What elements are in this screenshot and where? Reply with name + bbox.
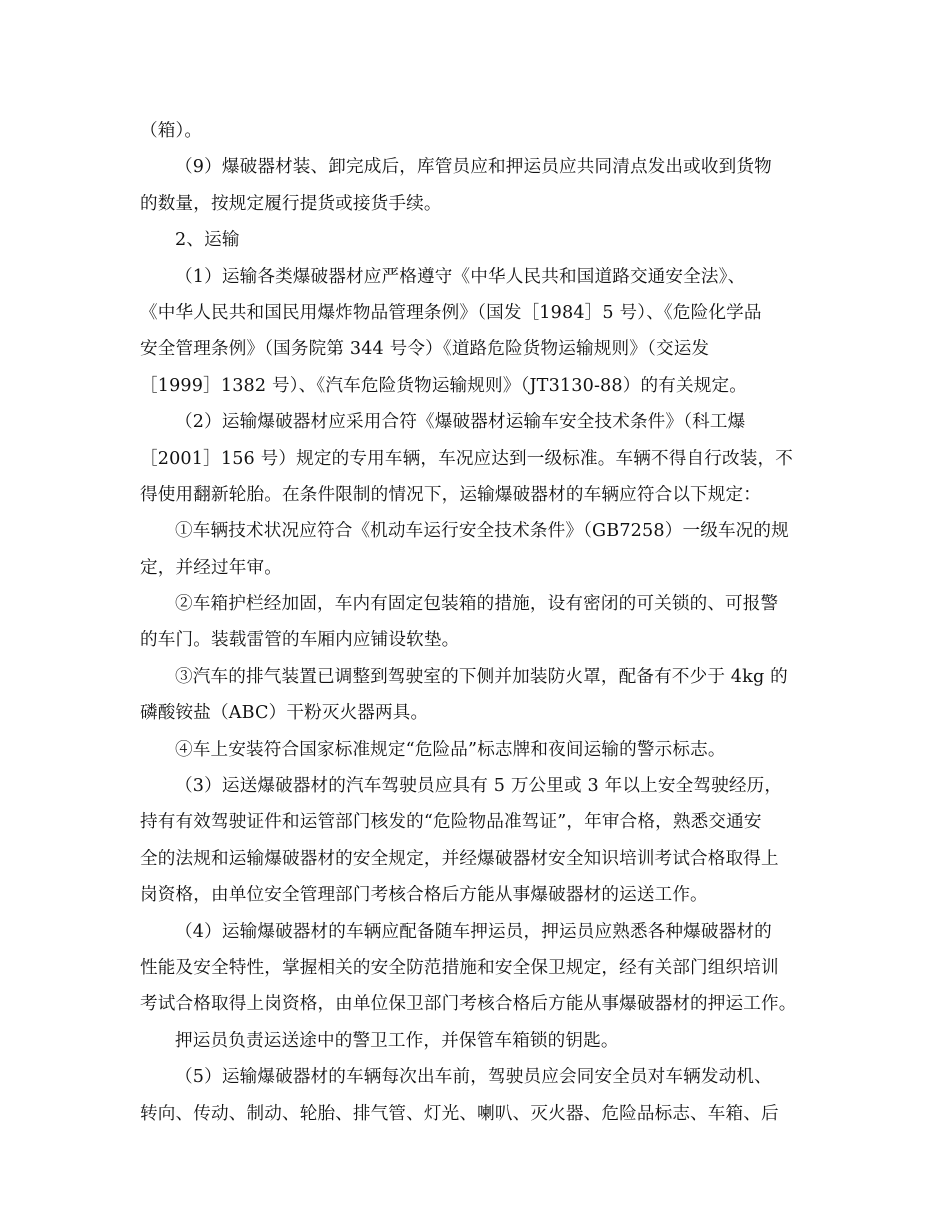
- text-line: 岗资格，由单位安全管理部门考核合格后方能从事爆破器材的运送工作。: [140, 885, 708, 906]
- text-line: （2）运输爆破器材应采用合符《爆破器材运输车安全技术条件》（科工爆: [175, 412, 746, 433]
- text-line: 安全管理条例》（国务院第 344 号令）《道路危险货物运输规则》（交运发: [140, 339, 710, 360]
- text-line: 2、运输: [175, 230, 240, 251]
- text-line: ［2001］156 号）规定的专用车辆，车况应达到一级标准。车辆不得自行改装，不: [140, 448, 793, 469]
- text-line: ③汽车的排气装置已调整到驾驶室的下侧并加装防火罩，配备有不少于 4kg 的: [175, 666, 788, 687]
- text-line: 转向、传动、制动、轮胎、排气管、灯光、喇叭、灭火器、危险品标志、车箱、后: [140, 1103, 779, 1124]
- text-line: ④车上安装符合国家标准规定“危险品”标志牌和夜间运输的警示标志。: [175, 739, 726, 760]
- text-line: ①车辆技术状况应符合《机动车运行安全技术条件》（GB7258）一级车况的规: [175, 521, 789, 542]
- text-line: （9）爆破器材装、卸完成后，库管员应和押运员应共同清点发出或收到货物: [175, 157, 772, 178]
- text-line: （1）运输各类爆破器材应严格遵守《中华人民共和国道路交通安全法》、: [175, 266, 746, 287]
- text-line: 考试合格取得上岗资格，由单位保卫部门考核合格后方能从事爆破器材的押运工作。: [140, 994, 797, 1015]
- text-line: ②车箱护栏经加固，车内有固定包装箱的措施，设有密闭的可关锁的、可报警: [175, 594, 779, 615]
- text-line: 持有有效驾驶证件和运管部门核发的“危险物品准驾证”，年审合格，熟悉交通安: [140, 812, 762, 833]
- text-line: 押运员负责运送途中的警卫工作，并保管车箱锁的钥匙。: [175, 1030, 619, 1051]
- text-line: ［1999］1382 号）、《汽车危险货物运输规则》（JT3130-88）的有关规定。: [140, 375, 747, 396]
- text-line: 《中华人民共和国民用爆炸物品管理条例》（国发［1984］5 号）、《危险化学品: [140, 302, 762, 323]
- text-line: 磷酸铵盐（ABC）干粉灭火器两具。: [140, 703, 429, 724]
- text-line: （3）运送爆破器材的汽车驾驶员应具有 5 万公里或 3 年以上安全驾驶经历，: [175, 776, 783, 797]
- text-line: 定，并经过年审。: [140, 557, 282, 578]
- text-line: （5）运输爆破器材的车辆每次出车前，驾驶员应会同安全员对车辆发动机、: [175, 1067, 772, 1088]
- text-line: 的车门。装载雷管的车厢内应铺设软垫。: [140, 630, 460, 651]
- document-body: [140, 113, 808, 1132]
- text-line: 全的法规和运输爆破器材的安全规定，并经爆破器材安全知识培训考试合格取得上: [140, 848, 779, 869]
- text-line: （箱）。: [140, 121, 203, 141]
- text-line: 的数量，按规定履行提货或接货手续。: [140, 193, 442, 214]
- text-line: 性能及安全特性，掌握相关的安全防范措施和安全保卫规定，经有关部门组织培训: [140, 957, 779, 978]
- text-line: （4）运输爆破器材的车辆应配备随车押运员，押运员应熟悉各种爆破器材的: [175, 921, 772, 942]
- text-line: 得使用翻新轮胎。在条件限制的情况下，运输爆破器材的车辆应符合以下规定：: [140, 484, 762, 505]
